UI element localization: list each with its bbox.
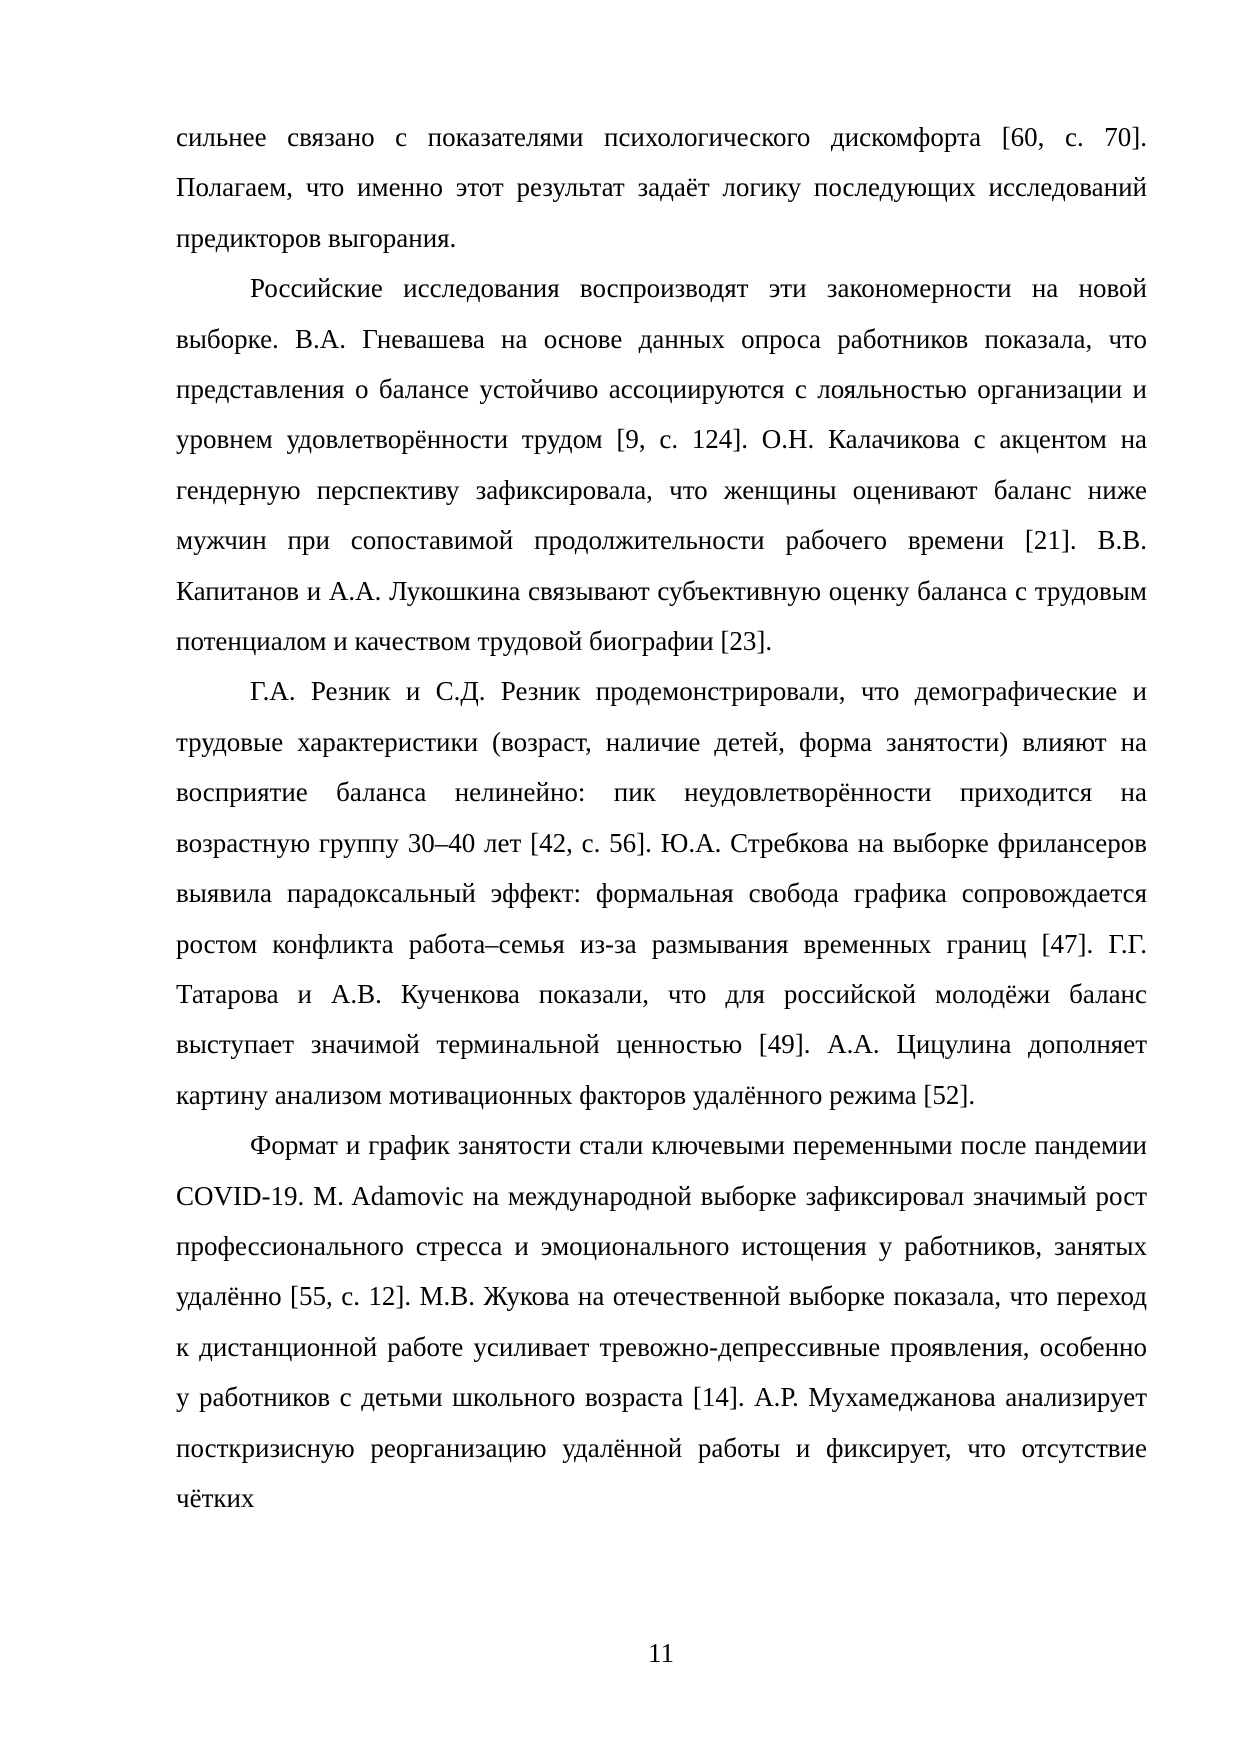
paragraph-russian-studies: Российские исследования воспроизводят эти закономерности на новой выборке. В.А. Гневашева на основе данных опроса работников показала, что представления о балансе устойчиво ассоциируются с лояльностью организации и уровнем удовлетворённости трудом [9, с. 124]. О.Н. Калачикова с акцентом на гендерную перспективу зафиксировала, что женщины оценивают баланс ниже мужчин при сопоставимой продолжительности рабочего времени [21]. В.В. Капитанов и А.А. Лукошкина связывают субъективную оценку баланса с трудовым потенциалом и качеством трудовой биографии [23]. — [176, 273, 1147, 657]
body-text — [176, 112, 1147, 1523]
paragraph-demographics: Г.А. Резник и С.Д. Резник продемонстрировали, что демографические и трудовые характеристики (возраст, наличие детей, форма занятости) влияют на восприятие баланса нелинейно: пик неудовлетворённости приходится на возрастную группу 30–40 лет [42, с. 56]. Ю.А. Стребкова на выборке фрилансеров выявила парадоксальный эффект: формальная свобода графика сопровождается ростом конфликта работа–семья из-за размывания временных границ [47]. Г.Г. Татарова и А.В. Кученкова показали, что для российской молодёжи баланс выступает значимой терминальной ценностью [49]. А.А. Цицулина дополняет картину анализом мотивационных факторов удалённого режима [52]. — [176, 676, 1147, 1110]
page-number: 11 — [648, 1638, 674, 1668]
paragraph-continuation: сильнее связано с показателями психологического дискомфорта [60, с. 70]. Полагаем, что именно этот результат задаёт логику последующих исследований предикторов выгорания. — [176, 122, 1147, 253]
paragraph-remote-work: Формат и график занятости стали ключевыми переменными после пандемии COVID-19. M. Adamovic на международной выборке зафиксировал значимый рост профессионального стресса и эмоционального истощения у работников, занятых удалённо [55, с. 12]. М.В. Жукова на отечественной выборке показала, что переход к дистанционной работе усиливает тревожно-депрессивные проявления, особенно у работников с детьми школьного возраста [14]. А.Р. Мухамеджанова анализирует посткризисную реорганизацию удалённой работы и фиксирует, что отсутствие чётких — [176, 1130, 1147, 1513]
